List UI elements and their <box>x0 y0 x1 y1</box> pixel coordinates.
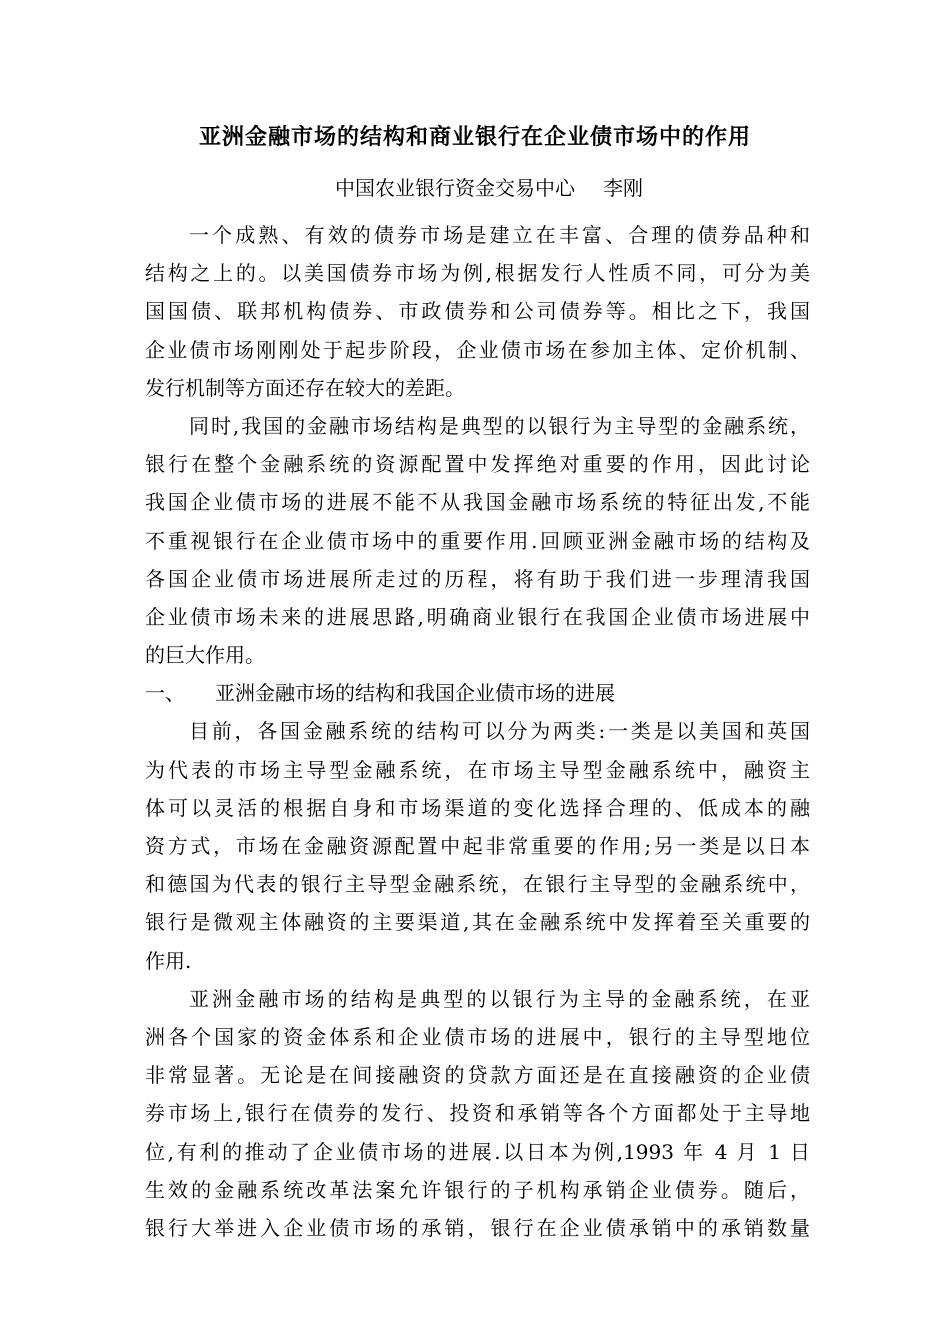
paragraph-4-line-7: 银行大举进入企业债市场的承销，银行在企业债承销中的承销数量 <box>145 1215 810 1240</box>
paragraph-3-line-5: 和德国为代表的银行主导型金融系统，在银行主导型的金融系统中， <box>145 872 810 897</box>
paragraph-4-line-5: 位,有利的推动了企业债市场的进展.以日本为例,1993 年 4 月 1 日 <box>145 1139 810 1164</box>
paragraph-2-line-3: 我国企业债市场的进展不能不从我国金融市场系统的特征出发,不能 <box>145 490 810 515</box>
paragraph-4-line-4: 券市场上,银行在债券的发行、投资和承销等各个方面都处于主导地 <box>145 1101 810 1126</box>
paragraph-4-line-3: 非常显著。无论是在间接融资的贷款方面还是在直接融资的企业债 <box>145 1063 810 1088</box>
section-1-title: 亚洲金融市场的结构和我国企业债市场的进展 <box>215 681 615 706</box>
paragraph-1-line-3: 国国债、联邦机构债券、市政债券和公司债券等。相比之下，我国 <box>145 299 810 324</box>
paragraph-3-line-4: 资方式，市场在金融资源配置中起非常重要的作用;另一类是以日本 <box>145 834 810 858</box>
section-1-heading <box>145 674 810 712</box>
paragraph-1-line-2: 结构之上的。以美国债券市场为例,根据发行人性质不同，可分为美 <box>145 261 810 286</box>
paragraph-3-line-7: 作用. <box>145 948 192 973</box>
author-line <box>335 172 643 204</box>
paragraph-4-line-1: 亚洲金融市场的结构是典型的以银行为主导的金融系统，在亚 <box>189 986 810 1011</box>
author-organization: 中国农业银行资金交易中心 <box>335 176 575 200</box>
paragraph-3-line-1: 目前，各国金融系统的结构可以分为两类:一类是以美国和英国 <box>189 719 810 744</box>
section-1-number: 一、 <box>145 681 185 706</box>
paragraph-3-line-3: 体可以灵活的根据自身和市场渠道的变化选择合理的、低成本的融 <box>145 795 810 820</box>
paragraph-2-line-7: 的巨大作用。 <box>145 643 265 668</box>
paragraph-4-line-6: 生效的金融系统改革法案允许银行的子机构承销企业债券。随后， <box>145 1177 810 1202</box>
paragraph-1-line-1: 一个成熟、有效的债券市场是建立在丰富、合理的债券品种和 <box>189 223 810 247</box>
document-title: 亚洲金融市场的结构和商业银行在企业债市场中的作用 <box>198 125 751 150</box>
paragraph-2-line-4: 不重视银行在企业债市场中的重要作用.回顾亚洲金融市场的结构及 <box>145 528 810 553</box>
paragraph-1-line-4: 企业债市场刚刚处于起步阶段，企业债市场在参加主体、定价机制、 <box>145 337 810 362</box>
document-body <box>145 216 810 1247</box>
paragraph-1-line-5: 发行机制等方面还存在较大的差距。 <box>145 375 465 400</box>
paragraph-2-line-2: 银行在整个金融系统的资源配置中发挥绝对重要的作用，因此讨论 <box>145 452 810 477</box>
paragraph-2-line-5: 各国企业债市场进展所走过的历程，将有助于我们进一步理清我国 <box>145 566 810 591</box>
author-name: 李刚 <box>603 176 643 200</box>
paragraph-2-line-1: 同时,我国的金融市场结构是典型的以银行为主导型的金融系统， <box>189 413 810 438</box>
paragraph-4-line-2: 洲各个国家的资金体系和企业债市场的进展中，银行的主导型地位 <box>145 1024 810 1049</box>
paragraph-2-line-6: 企业债市场未来的进展思路,明确商业银行在我国企业债市场进展中 <box>145 604 810 629</box>
paragraph-3-line-2: 为代表的市场主导型金融系统，在市场主导型金融系统中，融资主 <box>145 757 810 782</box>
paragraph-3-line-6: 银行是微观主体融资的主要渠道,其在金融系统中发挥着至关重要的 <box>145 910 810 935</box>
